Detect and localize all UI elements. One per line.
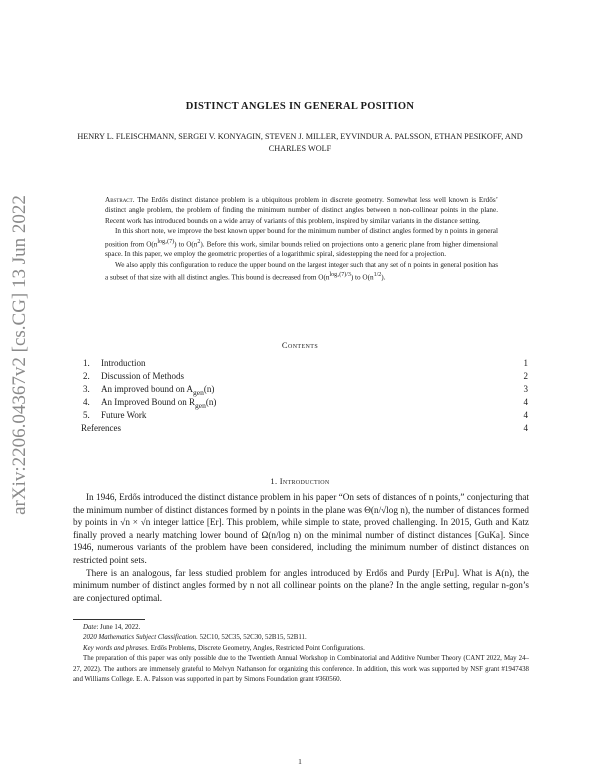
page-number: 1 [298,757,302,766]
abstract-paragraph-2 [105,226,498,260]
toc-page: 4 [523,423,528,433]
exponent: 2 [197,238,201,245]
toc-number: 5. [83,410,90,420]
toc-label-text: An improved bound on A [101,384,193,394]
author-list: HENRY L. FLEISCHMANN, SERGEI V. KONYAGIN, STEVEN J. MILLER, EYVINDUR A. PALSSON, ETHAN PESIKOFF, AND CHARLES WOLF [77,132,523,153]
footnote-acknowledgment: The preparation of this paper was only possible due to the Twentieth Annual Workshop in Combinatorial and Additive Number Theory (CANT 2022, May 24–27, 2022). The authors are immensely grateful to Melvyn Nathanson for organizing this conference. In addition, this work was supported by NSF grant #1947438 and Williams College. E. A. Palsson was supported in part by Simons Foundation grant #360560. [73,655,529,684]
toc-number: 1. [83,358,90,368]
footnote-label: 2020 Mathematics Subject Classification. [83,634,198,642]
abstract-label: Abstract. [105,196,135,204]
abstract-text-3c: ). [381,273,386,282]
section-body [73,491,529,604]
toc-number: 4. [83,397,90,407]
abstract-text-1: The Erdős distinct distance problem is a ubiquitous problem in discrete geometry. Somewhat less well known is Erdős’ distinct angle problem, the problem of finding the minimum number of distinct angles between n non-collinear points in the plane. Recent work has introduced bounds on a wide array of variants of this problem, inspired by similar variants in the distance setting. [105,196,499,225]
footnote-msc [73,633,529,643]
abstract [105,195,498,283]
abstract-paragraph-3 [105,260,498,283]
toc-page: 2 [523,371,528,381]
abstract-text-2c: ). Before this work, similar bounds relied on projections onto a generic plane from higher dimensional space. In this paper, we employ the geometric properties of a logarithmic spiral, sidestepping the need for a projection. [105,240,498,259]
footnote-date [73,623,529,633]
toc-label: Future Work [101,410,147,420]
toc-entry[interactable] [81,409,528,422]
footnote-rule [73,619,145,620]
footnote-label: Date [83,624,97,631]
exponent: log₂(7) [157,238,175,245]
footnotes [73,623,529,685]
toc-label-text: An Improved Bound on R [101,397,195,407]
toc-label: References [81,423,121,433]
table-of-contents [81,357,528,435]
toc-number: 2. [83,371,90,381]
toc-entry[interactable] [81,396,528,409]
toc-entry[interactable] [81,357,528,370]
subscript: gen [195,400,206,410]
footnote-keywords [73,644,529,654]
toc-page: 1 [523,358,528,368]
footnote-text: Erdős Problems, Discrete Geometry, Angles, Restricted Point Configurations. [148,644,365,652]
contents-heading: Contents [281,340,319,350]
paper-title: DISTINCT ANGLES IN GENERAL POSITION [185,101,415,112]
footnote-label: Key words and phrases. [83,644,149,652]
toc-label: Introduction [101,358,146,368]
abstract-text-3b: ) to O(n [350,273,374,282]
toc-entry-references[interactable] [81,422,528,435]
toc-entry[interactable] [81,370,528,383]
body-paragraph: There is an analogous, far less studied problem for angles introduced by Erdős and Purdy [ErPu]. What is A(n), the minimum number of distinct angles formed by n not all collinear points on the plane? In the angle setting, regular n-gon’s are conjectured optimal. [73,567,529,603]
toc-entry[interactable] [81,383,528,396]
footnote-text: 52C10, 52C35, 52C30, 52B15, 52B11. [197,634,307,642]
toc-label: Discussion of Methods [101,371,184,381]
footnote-text: : June 14, 2022. [96,624,141,631]
arxiv-identifier: arXiv:2206.04367v2 [cs.CG] 13 Jun 2022 [9,195,30,515]
abstract-text-2b: ) to O(n [174,240,198,249]
exponent: 1/2 [373,272,382,279]
abstract-text-2a: In this short note, we improve the best known upper bound for the minimum number of distinct angles formed by n points in general position from O(n [105,227,498,249]
toc-number: 3. [83,384,90,394]
toc-page: 4 [523,410,528,420]
toc-label-suffix: (n) [205,397,217,407]
exponent: log₂(7)/3 [329,272,351,279]
toc-label-suffix: (n) [203,384,215,394]
section-heading: 1. Introduction [270,476,330,486]
abstract-text-3a: We also apply this configuration to reduce the upper bound on the largest integer such that any set of n points in general position has a subset of that size with all distinct angles. This bound is decreased from O(n [105,260,498,282]
toc-page: 3 [523,384,528,394]
body-paragraph: In 1946, Erdős introduced the distinct distance problem in his paper “On sets of distances of n points,” conjecturing that the minimum number of distinct distances formed by n points in the plane was Θ(n/√log n), the number of distances formed by points in √n × √n integer lattice [Er]. This problem, while simple to state, proved challenging. In 2015, Guth and Katz finally proved a nearly matching lower bound of Ω(n/log n) on the minimal number of distinct distances [GuKa]. Since 1946, numerous variants of the problem have been considered, including the minimum number of distinct distances on restricted point sets. [73,492,529,565]
toc-page: 4 [523,397,528,407]
arxiv-sidebar-stamp [2,195,38,515]
subscript: gen [193,387,204,397]
abstract-paragraph-1 [105,195,498,226]
